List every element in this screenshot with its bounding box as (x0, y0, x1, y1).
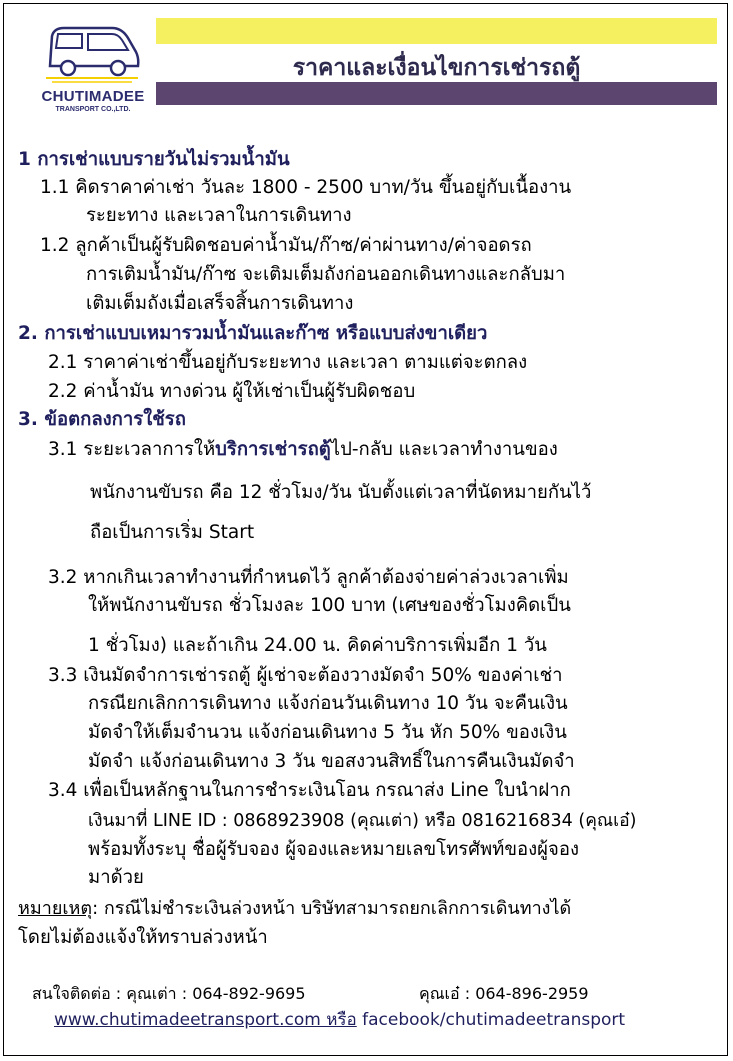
page-title: ราคาและเงื่อนไขการเช่ารถตู้ (292, 55, 581, 81)
note-text-1: : กรณีไม่ชำระเงินล่วงหน้า บริษัทสามารถยกเลิกการเดินทางได้ (92, 898, 572, 919)
note-line-2: โดยไม่ต้องแจ้งให้ทราบล่วงหน้า (18, 927, 268, 948)
note-label: หมายเหตุ (18, 898, 93, 919)
section-3-item-1-line-3: ถือเป็นการเริ่ม Start (90, 522, 255, 543)
contact-2: คุณเอ๋ : 064-896-2959 (419, 984, 589, 1003)
item-1-text-a: 3.1 ระยะเวลาการให้ (48, 439, 216, 460)
section-3-item-4-line-4: มาด้วย (88, 867, 144, 888)
section-3-item-3-line-2: กรณียกเลิกการเดินทาง แจ้งก่อนวันเดินทาง 10 วัน จะคืนเงิน (88, 693, 568, 714)
section-3-item-3-line-1: 3.3 เงินมัดจำการเช่ารถตู้ ผู้เช่าจะต้องวางมัดจำ 50% ของค่าเช่า (48, 665, 563, 686)
section-3-item-4-line-1: 3.4 เพื่อเป็นหลักฐานในการชำระเงินโอน กรณาส่ง Line ใบนำฝาก (48, 780, 571, 801)
website-line (54, 1006, 625, 1033)
section-3-item-3-line-3: มัดจำให้เต็มจำนวน แจ้งก่อนเดินทาง 5 วัน หัก 50% ของเงิน (88, 722, 567, 743)
company-logo (34, 22, 154, 112)
section-3-item-1-line-1 (48, 438, 558, 462)
section-1-heading: 1 การเช่าแบบรายวันไม่รวมน้ำมัน (18, 149, 290, 170)
header-purple-bar (156, 82, 717, 105)
van-rental-service-emphasis: บริการเช่ารถตู้ (215, 439, 331, 460)
section-3-item-3-line-4: มัดจำ แจ้งก่อนเดินทาง 3 วัน ขอสงวนสิทธิ์ในการคืนเงินมัดจำ (88, 751, 575, 772)
page-frame (3, 3, 728, 1056)
section-1-item-2-line-1: 1.2 ลูกค้าเป็นผู้รับผิดชอบค่าน้ำมัน/ก๊าซ/ค่าผ่านทาง/ค่าจอดรถ (40, 235, 532, 256)
website-link[interactable]: www.chutimadeetransport.com หรือ (54, 1010, 357, 1030)
section-1-item-1-line-1: 1.1 คิดราคาค่าเช่า วันละ 1800 - 2500 บาท/วัน ขึ้นอยู่กับเนื้องาน (40, 177, 572, 198)
logo-subtitle: TRANSPORT CO.,LTD. (55, 106, 131, 113)
header-yellow-bar (156, 18, 717, 44)
section-2-item-2: 2.2 ค่าน้ำมัน ทางด่วน ผู้ให้เช่าเป็นผู้รับผิดชอบ (48, 381, 416, 402)
section-1-item-2-line-2: การเติมน้ำมัน/ก๊าซ จะเติมเต็มถังก่อนออกเดินทางและกลับมา (86, 264, 566, 285)
logo-name: CHUTIMADEE (41, 88, 145, 105)
section-2-heading: 2. การเช่าแบบเหมารวมน้ำมันและก๊าซ หรือแบบส่งขาเดียว (18, 323, 488, 344)
section-3-item-2-line-1: 3.2 หากเกินเวลาทำงานที่กำหนดไว้ ลูกค้าต้องจ่ายค่าล่วงเวลาเพิ่ม (48, 567, 569, 588)
section-3-heading: 3. ข้อตกลงการใช้รถ (18, 409, 186, 430)
note-line-1 (18, 897, 571, 921)
section-1-item-1-line-2: ระยะทาง และเวลาในการเดินทาง (86, 205, 352, 226)
section-1-item-2-line-3: เติมเต็มถังเมื่อเสร็จสิ้นการเดินทาง (86, 293, 354, 314)
contact-1: สนใจติดต่อ : คุณเต่า : 064-892-9695 (32, 984, 306, 1003)
section-3-item-2-line-3: 1 ชั่วโมง) และถ้าเกิน 24.00 น. คิดค่าบริการเพิ่มอีก 1 วัน (88, 635, 547, 656)
section-3-item-4-line-3: พร้อมทั้งระบุ ชื่อผู้รับจอง ผู้จองและหมายเลขโทรศัพท์ของผู้จอง (88, 839, 579, 860)
van-icon (42, 22, 142, 84)
section-2-item-1: 2.1 ราคาค่าเช่าขึ้นอยู่กับระยะทาง และเวลา ตามแต่จะตกลง (48, 352, 528, 373)
section-3-item-1-line-2: พนักงานขับรถ คือ 12 ชั่วโมง/วัน นับตั้งแต่เวลาที่นัดหมายกันไว้ (90, 482, 592, 503)
section-3-item-4-line-2: เงินมาที่ LINE ID : 0868923908 (คุณเต่า) หรือ 0816216834 (คุณเอ๋) (88, 811, 637, 831)
item-1-text-c: ไป-กลับ และเวลาทำงานของ (330, 439, 558, 460)
section-3-item-2-line-2: ให้พนักงานขับรถ ชั่วโมงละ 100 บาท (เศษของชั่วโมงคิดเป็น (88, 595, 571, 616)
facebook-link[interactable]: facebook/chutimadeetransport (356, 1010, 626, 1030)
